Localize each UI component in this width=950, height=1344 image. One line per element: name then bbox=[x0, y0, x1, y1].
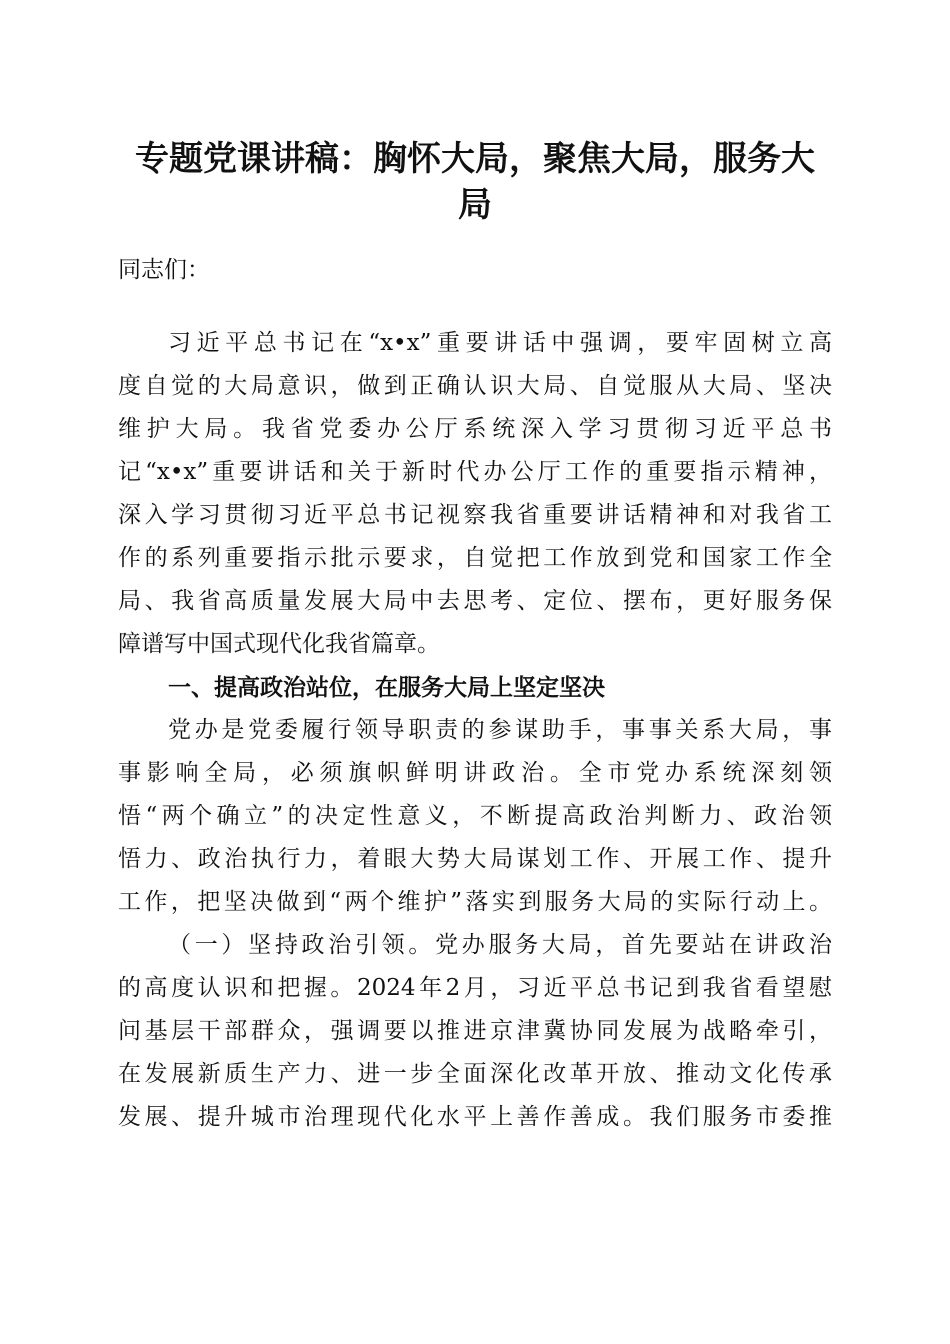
text-line: 悟力、政治执行力，着眼大势大局谋划工作、开展工作、提升 bbox=[118, 846, 832, 872]
greeting: 同志们： bbox=[118, 257, 210, 283]
text-line: 工作，把坚决做到“两个维护”落实到服务大局的实际行动上。 bbox=[118, 889, 832, 915]
paragraphs bbox=[118, 322, 832, 1139]
text-line: （一）坚持政治引领。党办服务大局，首先要站在讲政治 bbox=[168, 932, 832, 958]
paragraph bbox=[118, 924, 832, 1139]
text-line: 的高度认识和把握。2024年2月，习近平总书记到我省看望慰 bbox=[118, 975, 832, 1001]
paragraph bbox=[118, 709, 832, 924]
text-line: 问基层干部群众，强调要以推进京津冀协同发展为战略牵引， bbox=[118, 1018, 832, 1044]
text-line: 障谱写中国式现代化我省篇章。 bbox=[118, 631, 440, 657]
document-body bbox=[118, 250, 832, 1139]
text-line: 悟“两个确立”的决定性意义，不断提高政治判断力、政治领 bbox=[118, 803, 832, 829]
section-heading bbox=[118, 666, 832, 709]
text-line: 记“x•x”重要讲话和关于新时代办公厅工作的重要指示精神， bbox=[118, 459, 832, 485]
text-line: 一、提高政治站位，在服务大局上坚定坚决 bbox=[168, 674, 605, 701]
text-line: 度自觉的大局意识，做到正确认识大局、自觉服从大局、坚决 bbox=[118, 373, 832, 399]
paragraph bbox=[118, 322, 832, 666]
text-line: 深入学习贯彻习近平总书记视察我省重要讲话精神和对我省工 bbox=[118, 502, 832, 528]
text-line: 事影响全局，必须旗帜鲜明讲政治。全市党办系统深刻领 bbox=[118, 760, 832, 786]
text-line: 局、我省高质量发展大局中去思考、定位、摆布，更好服务保 bbox=[118, 588, 832, 614]
text-line: 党办是党委履行领导职责的参谋助手，事事关系大局，事 bbox=[168, 717, 832, 743]
title-line: 局 bbox=[458, 185, 492, 225]
title-line: 专题党课讲稿：胸怀大局，聚焦大局，服务大 bbox=[135, 139, 815, 179]
text-line: 维护大局。我省党委办公厅系统深入学习贯彻习近平总书 bbox=[118, 416, 832, 442]
text-line: 发展、提升城市治理现代化水平上善作善成。我们服务市委推 bbox=[118, 1104, 832, 1130]
text-line: 习近平总书记在“x•x”重要讲话中强调，要牢固树立高 bbox=[168, 330, 832, 356]
text-line: 在发展新质生产力、进一步全面深化改革开放、推动文化传承 bbox=[118, 1061, 832, 1087]
document-title bbox=[100, 136, 850, 228]
text-line: 作的系列重要指示批示要求，自觉把工作放到党和国家工作全 bbox=[118, 545, 832, 571]
